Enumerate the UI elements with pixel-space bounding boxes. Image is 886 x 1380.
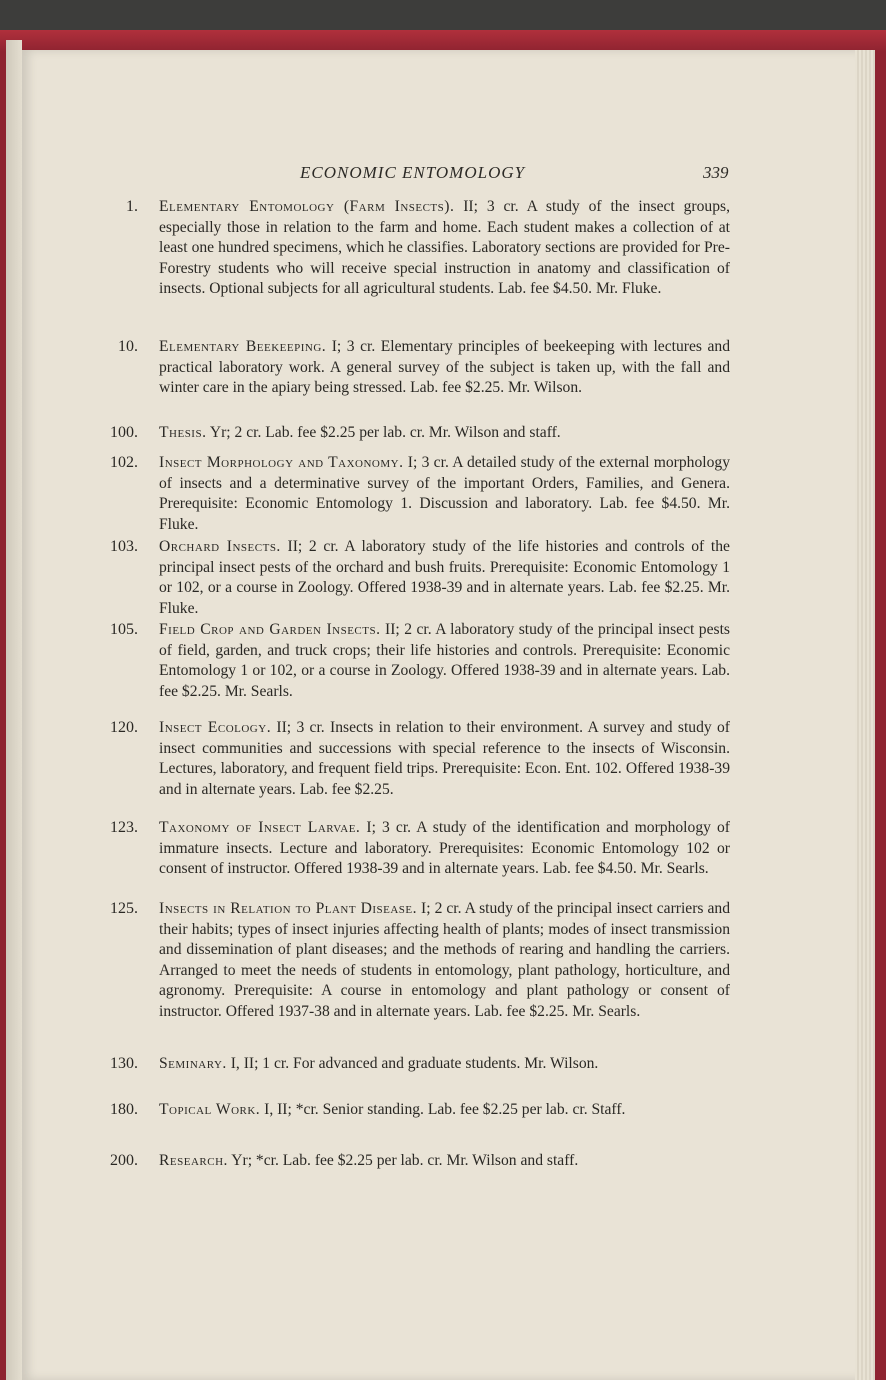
- course-title: Topical Work.: [159, 1101, 261, 1118]
- course-number: 130.: [110, 1055, 138, 1072]
- course-description: [159, 818, 730, 880]
- course-number: 200.: [110, 1152, 138, 1169]
- course-text: I, II; 1 cr. For advanced and graduate students. Mr. Wilson.: [230, 1055, 599, 1072]
- course-description: [159, 197, 730, 300]
- facing-page-edge: [6, 40, 22, 1380]
- course-number: 125.: [110, 900, 138, 917]
- background-top: [0, 0, 886, 34]
- course-number: 100.: [110, 424, 138, 441]
- course-description: [159, 718, 730, 800]
- course-description: [159, 537, 730, 619]
- course-description: [159, 337, 730, 399]
- course-title: Taxonomy of Insect Larvae.: [159, 819, 361, 836]
- course-description: [159, 899, 730, 1023]
- course-title: Orchard Insects.: [159, 538, 281, 555]
- running-title: ECONOMIC ENTOMOLOGY: [300, 163, 526, 182]
- course-title: Insects in Relation to Plant Disease.: [159, 900, 418, 917]
- book-cover-edge: [0, 30, 886, 52]
- course-description: [159, 1151, 730, 1172]
- course-number: 180.: [110, 1101, 138, 1118]
- course-title: Elementary Entomology (Farm Insects).: [159, 198, 455, 215]
- course-number: 105.: [110, 621, 138, 638]
- page-header: [0, 163, 886, 187]
- course-text: I; 3 cr. Elementary principles of beekeeping with lectures and practical laboratory work. A general survey of the subject is taken up, with the fall and winter care in the apiary being stressed. Lab. fee $2.25. Mr. Wilson.: [159, 338, 730, 397]
- course-number: 123.: [110, 819, 138, 836]
- course-text: I; 2 cr. A study of the principal insect carriers and their habits; types of insect injuries affecting health of plants; modes of insect transmission and dissemination of plant diseases; and the methods of rearing and handling the carriers. Arranged to meet the needs of students in entomology, plant pathology, horticulture, and agronomy. Prerequisite: A course in entomology and plant pathology or consent of instructor. Offered 1937-38 and in alternate years. Lab. fee $2.25. Mr. Searls.: [159, 900, 731, 1020]
- course-text: I; 3 cr. A study of the identification and morphology of immature insects. Lecture and laboratory. Prerequisites: Economic Entomology 102 or consent of instructor. Offered 1938-39 and in alternate years. Lab. fee $4.50. Mr. Searls.: [159, 819, 730, 878]
- course-title: Seminary.: [159, 1055, 227, 1072]
- course-title: Insect Ecology.: [159, 719, 272, 736]
- course-number: 103.: [110, 538, 138, 555]
- course-text: II; 2 cr. A laboratory study of the principal insect pests of field, garden, and truck crops; their life histories and controls. Prerequisite: Economic Entomology 1 or 102, or a course in Zoology. Offered 1938-39 and in alternate years. Lab. fee $2.25. Mr. Searls.: [159, 621, 730, 700]
- course-title: Elementary Beekeeping.: [159, 338, 327, 355]
- course-number: 120.: [110, 719, 138, 736]
- course-number: 1.: [126, 198, 138, 215]
- course-text: Yr; *cr. Lab. fee $2.25 per lab. cr. Mr. Wilson and staff.: [231, 1152, 579, 1169]
- page-edges: [855, 50, 875, 1380]
- course-title: Field Crop and Garden Insects.: [159, 621, 381, 638]
- course-text: Yr; 2 cr. Lab. fee $2.25 per lab. cr. Mr. Wilson and staff.: [209, 424, 561, 441]
- course-title: Insect Morphology and Taxonomy.: [159, 454, 404, 471]
- course-description: [159, 423, 730, 444]
- course-text: I, II; *cr. Senior standing. Lab. fee $2.25 per lab. cr. Staff.: [264, 1101, 626, 1118]
- course-number: 102.: [110, 454, 138, 471]
- course-text: II; 3 cr. Insects in relation to their environment. A survey and study of insect communities and successions with special reference to the insects of Wisconsin. Lectures, laboratory, and frequent field trips. Prerequisite: Econ. Ent. 102. Offered 1938-39 and in alternate years. Lab. fee $2.25.: [159, 719, 731, 798]
- course-title: Thesis.: [159, 424, 207, 441]
- course-text: I; 3 cr. A detailed study of the external morphology of insects and a determinative survey of the important Orders, Families, and Genera. Prerequisite: Economic Entomology 1. Discussion and laboratory. Lab. fee $4.50. Mr. Fluke.: [159, 454, 730, 533]
- course-text: II; 3 cr. A study of the insect groups, especially those in relation to the farm and home. Each student makes a collection of at least one hundred specimens, which he classifies. Laboratory sections are provided for Pre-Forestry students who will receive special instruction in anatomy and classification of insects. Optional subjects for all agricultural students. Lab. fee $4.50. Mr. Fluke.: [159, 198, 730, 298]
- course-description: [159, 1100, 730, 1121]
- course-number: 10.: [118, 338, 138, 355]
- course-description: [159, 1054, 730, 1075]
- course-description: [159, 453, 730, 535]
- course-title: Research.: [159, 1152, 228, 1169]
- course-text: II; 2 cr. A laboratory study of the life histories and controls of the principal insect pests of the orchard and bush fruits. Prerequisite: Economic Entomology 1 or 102, or a course in Zoology. Offered 1938-39 and in alternate years. Lab. fee $2.25. Mr. Fluke.: [159, 538, 730, 617]
- page-number: 339: [703, 163, 729, 182]
- course-description: [159, 620, 730, 702]
